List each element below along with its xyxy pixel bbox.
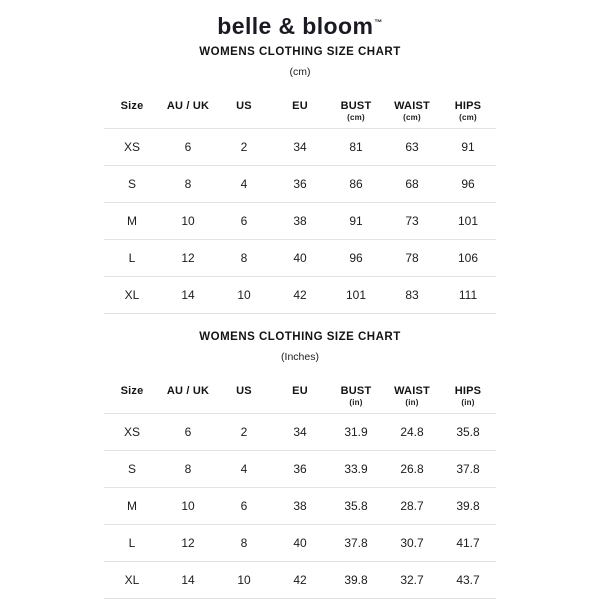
- unit-label-inches: (Inches): [281, 350, 319, 363]
- value-cell: 6: [160, 128, 216, 165]
- column-header-label: Size: [120, 384, 144, 397]
- value-cell: 10: [216, 276, 272, 313]
- table-row: [104, 128, 496, 165]
- value-cell: 83: [384, 276, 440, 313]
- column-header: [160, 89, 216, 129]
- value-cell: 68: [384, 165, 440, 202]
- column-header-unit: (in): [461, 397, 475, 407]
- value-cell: 6: [160, 413, 216, 450]
- column-header-label: WAIST: [394, 99, 430, 112]
- size-cell: XL: [104, 276, 160, 313]
- brand-name: belle & bloom: [217, 13, 374, 39]
- section-title-inches: WOMENS CLOTHING SIZE CHART: [199, 330, 401, 343]
- value-cell: 35.8: [440, 413, 496, 450]
- value-cell: 28.7: [384, 487, 440, 524]
- value-cell: 91: [440, 128, 496, 165]
- table-row: [104, 561, 496, 598]
- column-header: [440, 89, 496, 129]
- column-header: [216, 89, 272, 129]
- column-header-label: EU: [292, 99, 308, 112]
- unit-label-cm: (cm): [289, 65, 311, 78]
- table-row: [104, 487, 496, 524]
- value-cell: 96: [440, 165, 496, 202]
- value-cell: 4: [216, 165, 272, 202]
- column-header-label: BUST: [340, 384, 372, 397]
- table-row: [104, 524, 496, 561]
- section-title-cm: WOMENS CLOTHING SIZE CHART: [199, 45, 401, 58]
- brand-logo: [0, 13, 600, 41]
- size-cell: M: [104, 202, 160, 239]
- value-cell: 63: [384, 128, 440, 165]
- value-cell: 2: [216, 128, 272, 165]
- column-header-label: EU: [292, 384, 308, 397]
- column-header-label: AU / UK: [166, 384, 210, 397]
- table-row: [104, 276, 496, 313]
- value-cell: 101: [440, 202, 496, 239]
- column-header-label: HIPS: [454, 384, 482, 397]
- value-cell: 42: [272, 276, 328, 313]
- value-cell: 34: [272, 413, 328, 450]
- table-row: [104, 450, 496, 487]
- value-cell: 33.9: [328, 450, 384, 487]
- size-table-cm: [104, 89, 496, 314]
- value-cell: 14: [160, 276, 216, 313]
- value-cell: 10: [160, 202, 216, 239]
- column-header-unit: (cm): [347, 112, 365, 122]
- size-cell: M: [104, 487, 160, 524]
- value-cell: 43.7: [440, 561, 496, 598]
- value-cell: 30.7: [384, 524, 440, 561]
- value-cell: 78: [384, 239, 440, 276]
- value-cell: 41.7: [440, 524, 496, 561]
- size-cell: L: [104, 524, 160, 561]
- value-cell: 37.8: [440, 450, 496, 487]
- value-cell: 10: [216, 561, 272, 598]
- value-cell: 36: [272, 165, 328, 202]
- header-row: [104, 374, 496, 414]
- value-cell: 111: [440, 276, 496, 313]
- column-header: [272, 89, 328, 129]
- value-cell: 38: [272, 487, 328, 524]
- value-cell: 40: [272, 524, 328, 561]
- column-header: [328, 374, 384, 414]
- value-cell: 86: [328, 165, 384, 202]
- value-cell: 32.7: [384, 561, 440, 598]
- value-cell: 10: [160, 487, 216, 524]
- value-cell: 38: [272, 202, 328, 239]
- value-cell: 101: [328, 276, 384, 313]
- column-header: [384, 89, 440, 129]
- value-cell: 6: [216, 487, 272, 524]
- value-cell: 4: [216, 450, 272, 487]
- column-header: [216, 374, 272, 414]
- trademark-symbol: ™: [374, 18, 383, 28]
- value-cell: 40: [272, 239, 328, 276]
- column-header-label: HIPS: [454, 99, 482, 112]
- header-row: [104, 89, 496, 129]
- value-cell: 91: [328, 202, 384, 239]
- column-header: [104, 374, 160, 414]
- column-header-label: US: [236, 384, 252, 397]
- size-chart-section-inches: [0, 331, 600, 599]
- value-cell: 96: [328, 239, 384, 276]
- column-header-label: AU / UK: [166, 99, 210, 112]
- value-cell: 24.8: [384, 413, 440, 450]
- value-cell: 37.8: [328, 524, 384, 561]
- value-cell: 8: [160, 165, 216, 202]
- column-header: [160, 374, 216, 414]
- value-cell: 106: [440, 239, 496, 276]
- value-cell: 8: [216, 524, 272, 561]
- table-row: [104, 165, 496, 202]
- table-row: [104, 413, 496, 450]
- size-cell: XS: [104, 413, 160, 450]
- value-cell: 14: [160, 561, 216, 598]
- column-header-unit: (cm): [459, 112, 477, 122]
- column-header: [104, 89, 160, 129]
- column-header-label: WAIST: [394, 384, 430, 397]
- value-cell: 8: [160, 450, 216, 487]
- value-cell: 12: [160, 524, 216, 561]
- column-header: [328, 89, 384, 129]
- value-cell: 39.8: [328, 561, 384, 598]
- value-cell: 26.8: [384, 450, 440, 487]
- column-header: [384, 374, 440, 414]
- size-table-inches: [104, 374, 496, 599]
- table-row: [104, 202, 496, 239]
- value-cell: 81: [328, 128, 384, 165]
- table-row: [104, 239, 496, 276]
- value-cell: 2: [216, 413, 272, 450]
- size-cell: XL: [104, 561, 160, 598]
- column-header-unit: (in): [405, 397, 419, 407]
- value-cell: 31.9: [328, 413, 384, 450]
- column-header-label: BUST: [340, 99, 372, 112]
- column-header: [440, 374, 496, 414]
- size-cell: XS: [104, 128, 160, 165]
- value-cell: 39.8: [440, 487, 496, 524]
- column-header-unit: (in): [349, 397, 363, 407]
- value-cell: 34: [272, 128, 328, 165]
- column-header-label: US: [236, 99, 252, 112]
- column-header: [272, 374, 328, 414]
- value-cell: 35.8: [328, 487, 384, 524]
- value-cell: 36: [272, 450, 328, 487]
- size-cell: L: [104, 239, 160, 276]
- value-cell: 12: [160, 239, 216, 276]
- column-header-label: Size: [120, 99, 144, 112]
- size-chart-section-cm: [0, 46, 600, 314]
- value-cell: 73: [384, 202, 440, 239]
- value-cell: 6: [216, 202, 272, 239]
- size-cell: S: [104, 450, 160, 487]
- size-cell: S: [104, 165, 160, 202]
- value-cell: 42: [272, 561, 328, 598]
- column-header-unit: (cm): [403, 112, 421, 122]
- value-cell: 8: [216, 239, 272, 276]
